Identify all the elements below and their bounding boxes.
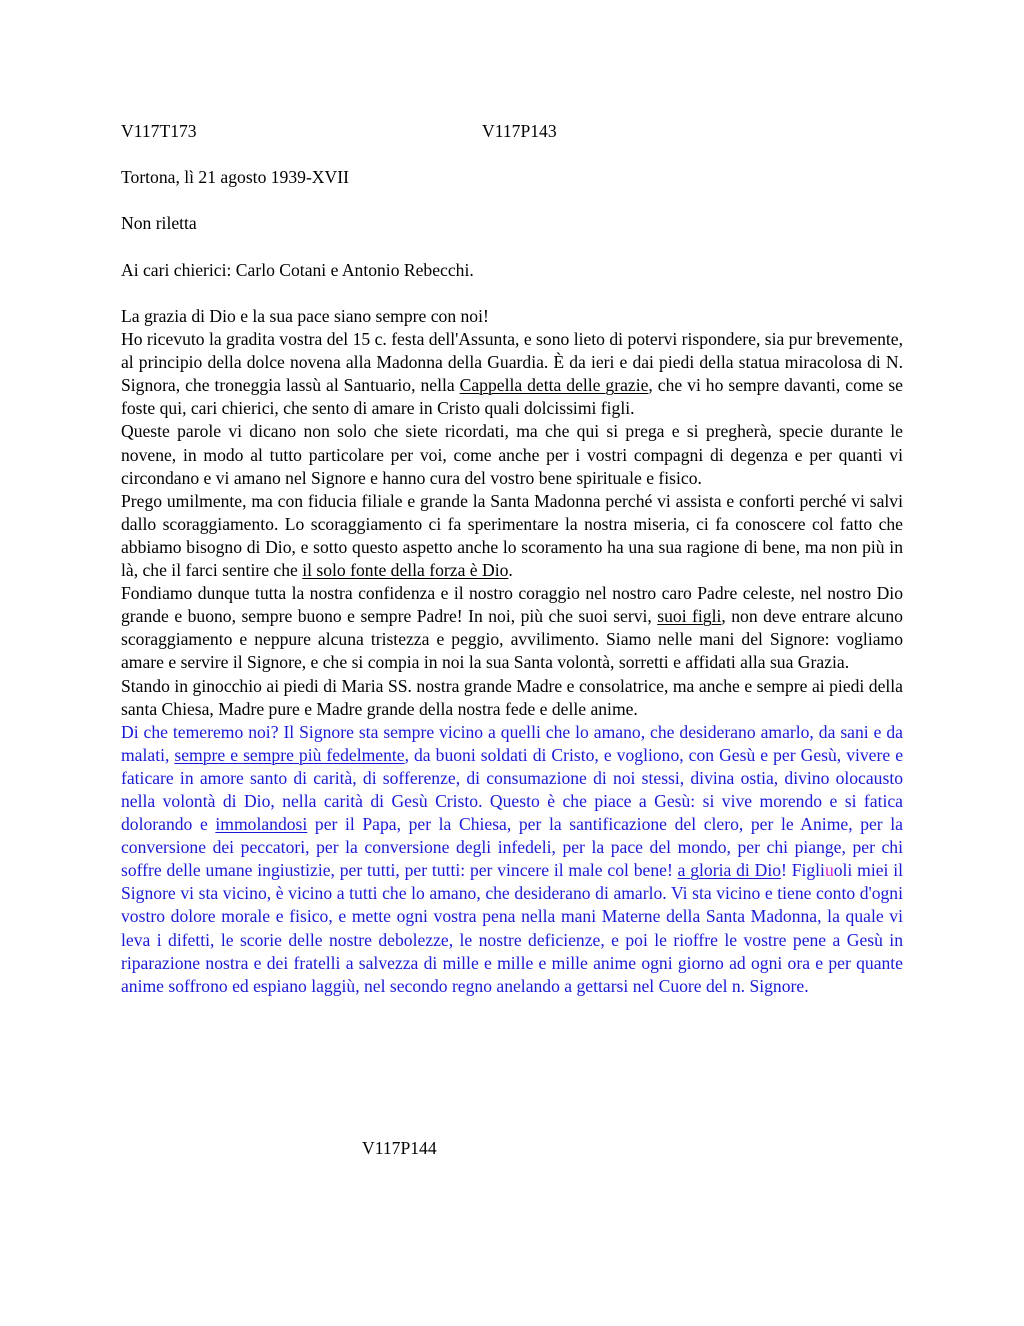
paragraph-1-text-a: Ho ricevuto la gradita vostra del 15 c. festa dell'Assunta, e sono lieto di potervi rispondere, sia pur brevemente, al principio della dolce novena alla Madonna della Guardia. È da ieri e dai piedi della statua miracolosa di N. Signora, che troneggia lassù al Santuario, nella (121, 329, 903, 396)
header-code-right: V117P143 (482, 121, 557, 141)
header-code-left: V117T173 (121, 121, 197, 141)
paragraph-3-text-b: . (508, 560, 513, 581)
paragraph-1-text-b: , che vi ho sempre davanti, come se foste qui, cari chierici, che sento di amare in Cristo quali dolcissimi figli. (121, 375, 903, 419)
footer-code: V117P144 (362, 1138, 437, 1158)
underlined-phrase: a gloria di Dio (677, 860, 782, 881)
place-date: Tortona, lì 21 agosto 1939-XVII (121, 167, 349, 187)
paragraph-5: Stando in ginocchio ai piedi di Maria SS. nostra grande Madre e consolatrice, ma anche e sempre ai piedi della santa Chiesa, Madre pure e Madre grande della nostra fede e delle anime. (121, 675, 903, 719)
paragraph-6-text-a: Di che temeremo noi? Il Signore sta sempre vicino a quelli che lo amano, che desiderano amarlo, da sani e da malati, (121, 721, 903, 765)
paragraph-4-text-b: , non deve entrare alcuno scoraggiamento e neppure alcuna tristezza e peggio, avvilimento. Siamo nelle mani del Signore: vogliamo amare e servire il Signore, e che si compia in noi la sua Santa volontà, sorretti e affidati alla sua Grazia. (121, 606, 903, 673)
paragraph-3-text-a: Prego umilmente, ma con fiducia filiale e grande la Santa Madonna perché vi assista e conforti perché vi salvi dallo scoraggiamento. Lo scoraggiamento ci fa sperimentare la nostra miseria, ci fa conoscere col fatto che abbiamo bisogno di Dio, e sotto questo aspetto anche lo scoramento ha una sua ragione di bene, ma non più in là, che il farci sentire che (121, 490, 903, 581)
paragraph-4-text-a: Fondiamo dunque tutta la nostra confidenza e il nostro coraggio nel nostro caro Padre celeste, nel nostro Dio grande e buono, sempre buono e sempre Padre! In noi, più che suoi servi, (121, 583, 903, 627)
paragraph-3 (121, 490, 903, 582)
paragraph-6-text-c: per il Papa, per la Chiesa, per la santificazione del clero, per le Anime, per la conversione dei peccatori, per la conversione degli infedeli, per la pace del mondo, per chi piange, per chi soffre delle umane ingiustizie, per tutti, per tutti: per vincere il male col bene! (121, 814, 903, 881)
greeting: La grazia di Dio e la sua pace siano sempre con noi! (121, 306, 489, 326)
underlined-phrase: sempre e sempre più fedelmente (174, 744, 405, 765)
paragraph-1 (121, 328, 903, 420)
letter-body (121, 305, 903, 998)
underlined-phrase: Cappella detta delle grazie (459, 375, 649, 396)
underlined-phrase: il solo fonte della forza è Dio (302, 560, 509, 581)
underlined-phrase: suoi figli (657, 606, 722, 627)
underlined-phrase: immolandosi (215, 814, 308, 835)
paragraph-6-text-e: oli miei il Signore vi sta vicino, è vicino a tutti che lo amano, che desiderano di amarlo. Vi sta vicino e tiene conto d'ogni vostro dolore morale e fisico, e mette ogni vostra pena nella mani Materne della Santa Madonna, la quale vi leva i difetti, le scorie delle nostre debolezze, le nostre deficienze, e poi le rioffre le vostre pene a Gesù in riparazione nostra e dei fratelli a salvezza di mille e mille e mille anime ogni giorno ad ogni ora e per quante anime soffrono ed espiano laggiù, nel secondo regno anelando a gettarsi nel Cuore del n. Signore. (121, 860, 904, 996)
recipients: Ai cari chierici: Carlo Cotani e Antonio Rebecchi. (121, 260, 474, 280)
magenta-letter: u (824, 860, 834, 881)
paragraph-2: Queste parole vi dicano non solo che siete ricordati, ma che qui si prega e si pregherà, specie durante le novene, in modo al tutto particolare per voi, come anche per i vostri compagni di degenza e per quanti vi circondano e vi amano nel Signore e hanno cura del vostro bene spirituale e fisico. (121, 421, 903, 488)
paragraph-6-blue (121, 721, 903, 998)
paragraph-6-text-b: , da buoni soldati di Cristo, e vogliono, con Gesù e per Gesù, vivere e faticare in amore santo di carità, di sofferenze, di consumazione di noi stessi, divina ostia, divino olocausto nella volontà di Dio, nella carità di Gesù Cristo. Questo è che piace a Gesù: si vive morendo e si fatica dolorando e (121, 744, 904, 835)
paragraph-4 (121, 582, 903, 674)
paragraph-6-text-d: ! Figli (781, 860, 825, 881)
note: Non riletta (121, 213, 197, 233)
